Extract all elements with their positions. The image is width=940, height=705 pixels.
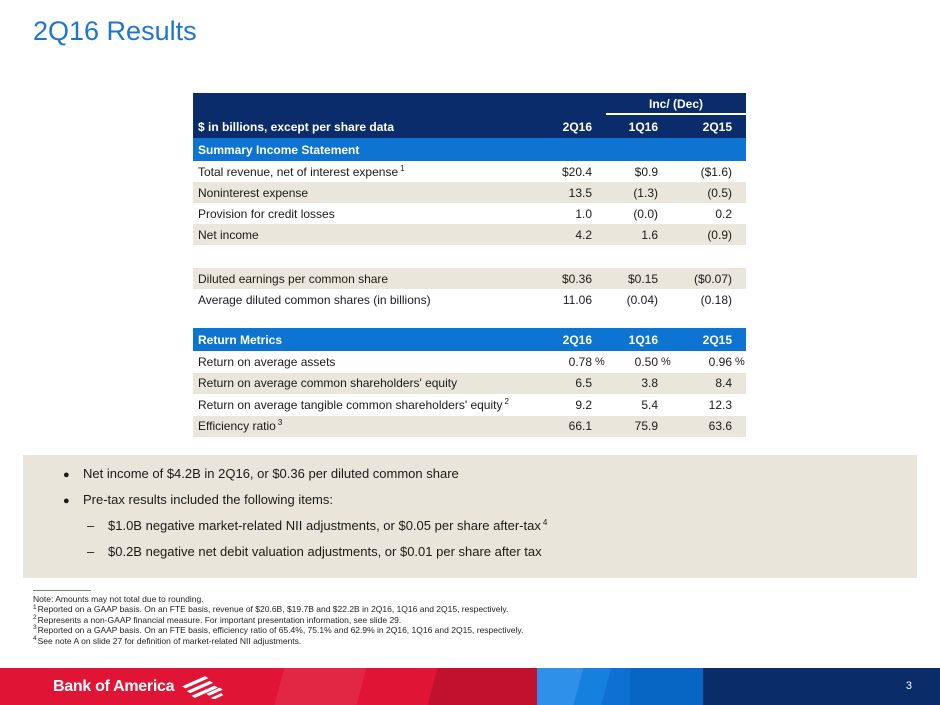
cell-value: 0.2: [715, 206, 732, 221]
footer: [0, 668, 940, 705]
row-label: Efficiency ratio: [198, 419, 276, 434]
footnote-ref: 1: [400, 163, 405, 173]
cell-value: $0.36: [561, 271, 592, 286]
cell-value: $0.9: [634, 164, 658, 179]
table-row: [193, 161, 746, 182]
section-title: Return Metrics: [198, 332, 283, 347]
footnote-ref: 4: [33, 634, 37, 642]
footer-navy-band: [703, 668, 940, 705]
footnote-line: $^4$See note A on slide 27 for definition of market-related NII adjustments.: [33, 634, 302, 646]
footnote-ref: 3: [33, 624, 37, 632]
footnote-ref: 4: [542, 517, 548, 527]
table-row: [193, 224, 746, 245]
footnote-ref: 2: [504, 396, 509, 406]
row-label: Return on average tangible common shareholders' equity: [198, 397, 503, 412]
dash-icon: –: [87, 544, 95, 559]
cell-value: $20.4: [561, 164, 592, 179]
cell-value: (0.9): [707, 227, 732, 242]
percent-sign: %: [661, 355, 671, 368]
footnote-ref: 3: [277, 418, 283, 428]
sub-bullet-item: [87, 518, 917, 533]
col-header-2q15: 2Q15: [702, 119, 732, 134]
percent-sign: %: [595, 355, 605, 368]
bullet-text: Net income of $4.2B in 2Q16, or $0.36 per diluted common share: [83, 466, 459, 481]
table-row: [193, 416, 746, 438]
page-number: 3: [905, 680, 912, 692]
footer-lightblue-band: [537, 668, 630, 705]
cell-value: 75.9: [634, 419, 658, 434]
bofa-flag-icon: [182, 675, 224, 699]
cell-value: 0.50: [634, 354, 658, 369]
cell-value: 13.5: [568, 185, 592, 200]
section-header-income-statement: [193, 138, 746, 161]
footnote-line: Note: Amounts may not total due to rounding.: [33, 594, 204, 604]
bullet-icon: ●: [63, 495, 70, 507]
section-header-return-metrics: [193, 328, 746, 351]
footnote-line: $^1$Reported on a GAAP basis. On an FTE basis, revenue of $20.6B, $19.7B and $22.2B in 2Q16, 1Q16 and 2Q15, respectively.: [33, 603, 509, 615]
page-title: 2Q16 Results: [33, 16, 197, 46]
footnote-ref: 1: [33, 603, 37, 611]
bullet-text: $0.2B negative net debit valuation adjustments, or $0.01 per share after tax: [108, 544, 542, 559]
table-row: [193, 351, 746, 373]
brand-name: Bank of America: [53, 677, 175, 695]
cell-value: (0.5): [707, 185, 732, 200]
cell-value: 0.78: [568, 354, 592, 369]
footnotes: [33, 590, 893, 646]
cell-value: $0.15: [627, 271, 658, 286]
footnote-separator: [33, 590, 91, 591]
col-header-1q16: 1Q16: [628, 119, 658, 134]
bullet-item: [63, 492, 917, 507]
bank-of-america-logo: [53, 668, 224, 705]
table-gap: [193, 310, 746, 328]
cell-value: (0.18): [700, 292, 732, 307]
cell-value: 4.2: [575, 227, 592, 242]
highlights-panel: [23, 455, 917, 578]
row-label: Total revenue, net of interest expense: [198, 164, 399, 179]
table-row: [193, 182, 746, 203]
table-gap: [193, 245, 746, 268]
cell-value: 1.6: [641, 227, 658, 242]
dash-icon: –: [87, 518, 95, 533]
cell-value: (0.04): [626, 292, 658, 307]
cell-value: ($0.07): [693, 271, 732, 286]
table-caption: $ in billions, except per share data: [198, 119, 395, 134]
table-header: [193, 93, 746, 138]
row-label: Noninterest expense: [198, 185, 309, 200]
col-header-2q15: 2Q15: [702, 332, 732, 347]
footnote-ref: 2: [33, 613, 37, 621]
footer-midblue-band: [630, 668, 703, 705]
cell-value: 8.4: [715, 376, 732, 391]
table-row: [193, 373, 746, 395]
cell-value: 12.3: [708, 397, 732, 412]
cell-value: 1.0: [575, 206, 592, 221]
table-row: [193, 268, 746, 289]
row-label: Diluted earnings per common share: [198, 271, 389, 286]
cell-value: 63.6: [708, 419, 732, 434]
row-label: Return on average assets: [198, 354, 336, 369]
financial-table: [193, 93, 746, 437]
footnote-line: $^2$Represents a non-GAAP financial measure. For important presentation information, see slide 29.: [33, 613, 402, 625]
cell-value: 3.8: [641, 376, 658, 391]
sub-bullet-item: [87, 544, 917, 559]
incdec-header: Inc/ (Dec): [606, 97, 746, 115]
cell-value: 66.1: [568, 419, 592, 434]
cell-value: ($1.6): [700, 164, 732, 179]
cell-value: (0.0): [633, 206, 658, 221]
col-header-2q16: 2Q16: [562, 119, 592, 134]
table-row: [193, 394, 746, 416]
bullet-text: Pre-tax results included the following items:: [83, 492, 334, 507]
cell-value: 11.06: [562, 292, 592, 307]
cell-value: (1.3): [633, 185, 658, 200]
cell-value: 0.96: [708, 354, 732, 369]
row-label: Provision for credit losses: [198, 206, 335, 221]
cell-value: 9.2: [575, 397, 592, 412]
row-label: Net income: [198, 227, 259, 242]
bullet-text: $1.0B negative market-related NII adjustments, or $0.05 per share after-tax: [108, 518, 541, 533]
footnote-line: $^3$Reported on a GAAP basis. On an FTE basis, efficiency ratio of 65.4%, 75.1% and 62.9% in 2Q16, 1Q16 and 2Q15, respectively.: [33, 624, 524, 636]
cell-value: 6.5: [575, 376, 592, 391]
table-row: [193, 203, 746, 224]
percent-sign: %: [735, 355, 745, 368]
bullet-icon: ●: [63, 469, 70, 481]
bullet-item: [63, 466, 917, 481]
table-row: [193, 289, 746, 310]
row-label: Average diluted common shares (in billions): [198, 292, 431, 307]
section-title: Summary Income Statement: [198, 142, 360, 157]
row-label: Return on average common shareholders' equity: [198, 376, 458, 391]
cell-value: 5.4: [641, 397, 658, 412]
col-header-1q16: 1Q16: [628, 332, 658, 347]
col-header-2q16: 2Q16: [562, 332, 592, 347]
footer-red-band: [0, 668, 537, 705]
